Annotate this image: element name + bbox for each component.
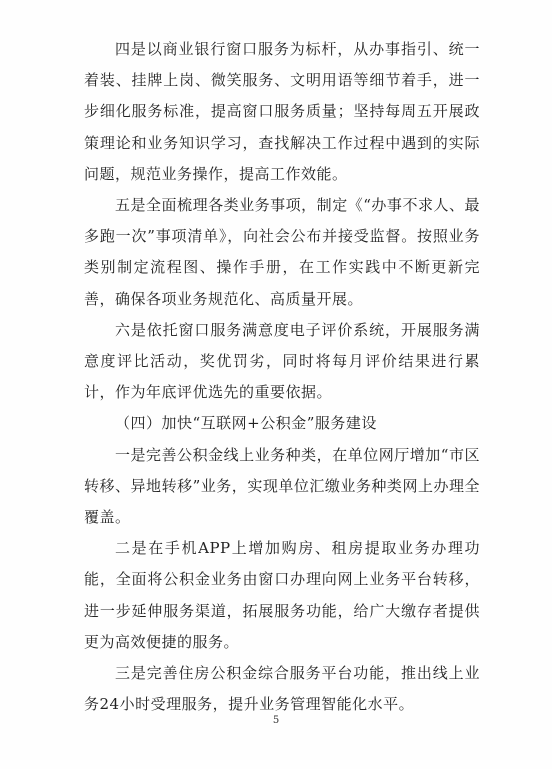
document-body [84, 34, 480, 720]
section-paragraph-three: 三是完善住房公积金综合服务平台功能，推出线上业务24小时受理服务，提升业务管理智能化水平。 [84, 664, 480, 714]
page-number: 5 [272, 715, 280, 726]
paragraph-five: 五是全面梳理各类业务事项，制定《“办事不求人、最多跑一次”事项清单》，向社会公布并接受监督。按照业务类别制定流程图、操作手册，在工作实践中不断更新完善，确保各项业务规范化、高质量开展。 [84, 196, 480, 308]
paragraph-six: 六是依托窗口服务满意度电子评价系统，开展服务满意度评比活动，奖优罚劣，同时将每月评价结果进行累计，作为年底评优选先的重要依据。 [84, 320, 480, 402]
section-paragraph-one: 一是完善公积金线上业务种类，在单位网厅增加“市区转移、异地转移”业务，实现单位汇缴业务种类网上办理全覆盖。 [84, 445, 480, 527]
section-heading: （四）加快“互联网+公积金”服务建设 [115, 414, 377, 433]
paragraph-four: 四是以商业银行窗口服务为标杆，从办事指引、统一着装、挂牌上岗、微笑服务、文明用语等细节着手，进一步细化服务标准，提高窗口服务质量；坚持每周五开展政策理论和业务知识学习，查找解决工作过程中遇到的实际问题，规范业务操作，提高工作效能。 [84, 40, 480, 183]
section-paragraph-two: 二是在手机APP上增加购房、租房提取业务办理功能，全面将公积金业务由窗口办理向网上业务平台转移，进一步延伸服务渠道，拓展服务功能，给广大缴存者提供更为高效便捷的服务。 [84, 539, 480, 651]
